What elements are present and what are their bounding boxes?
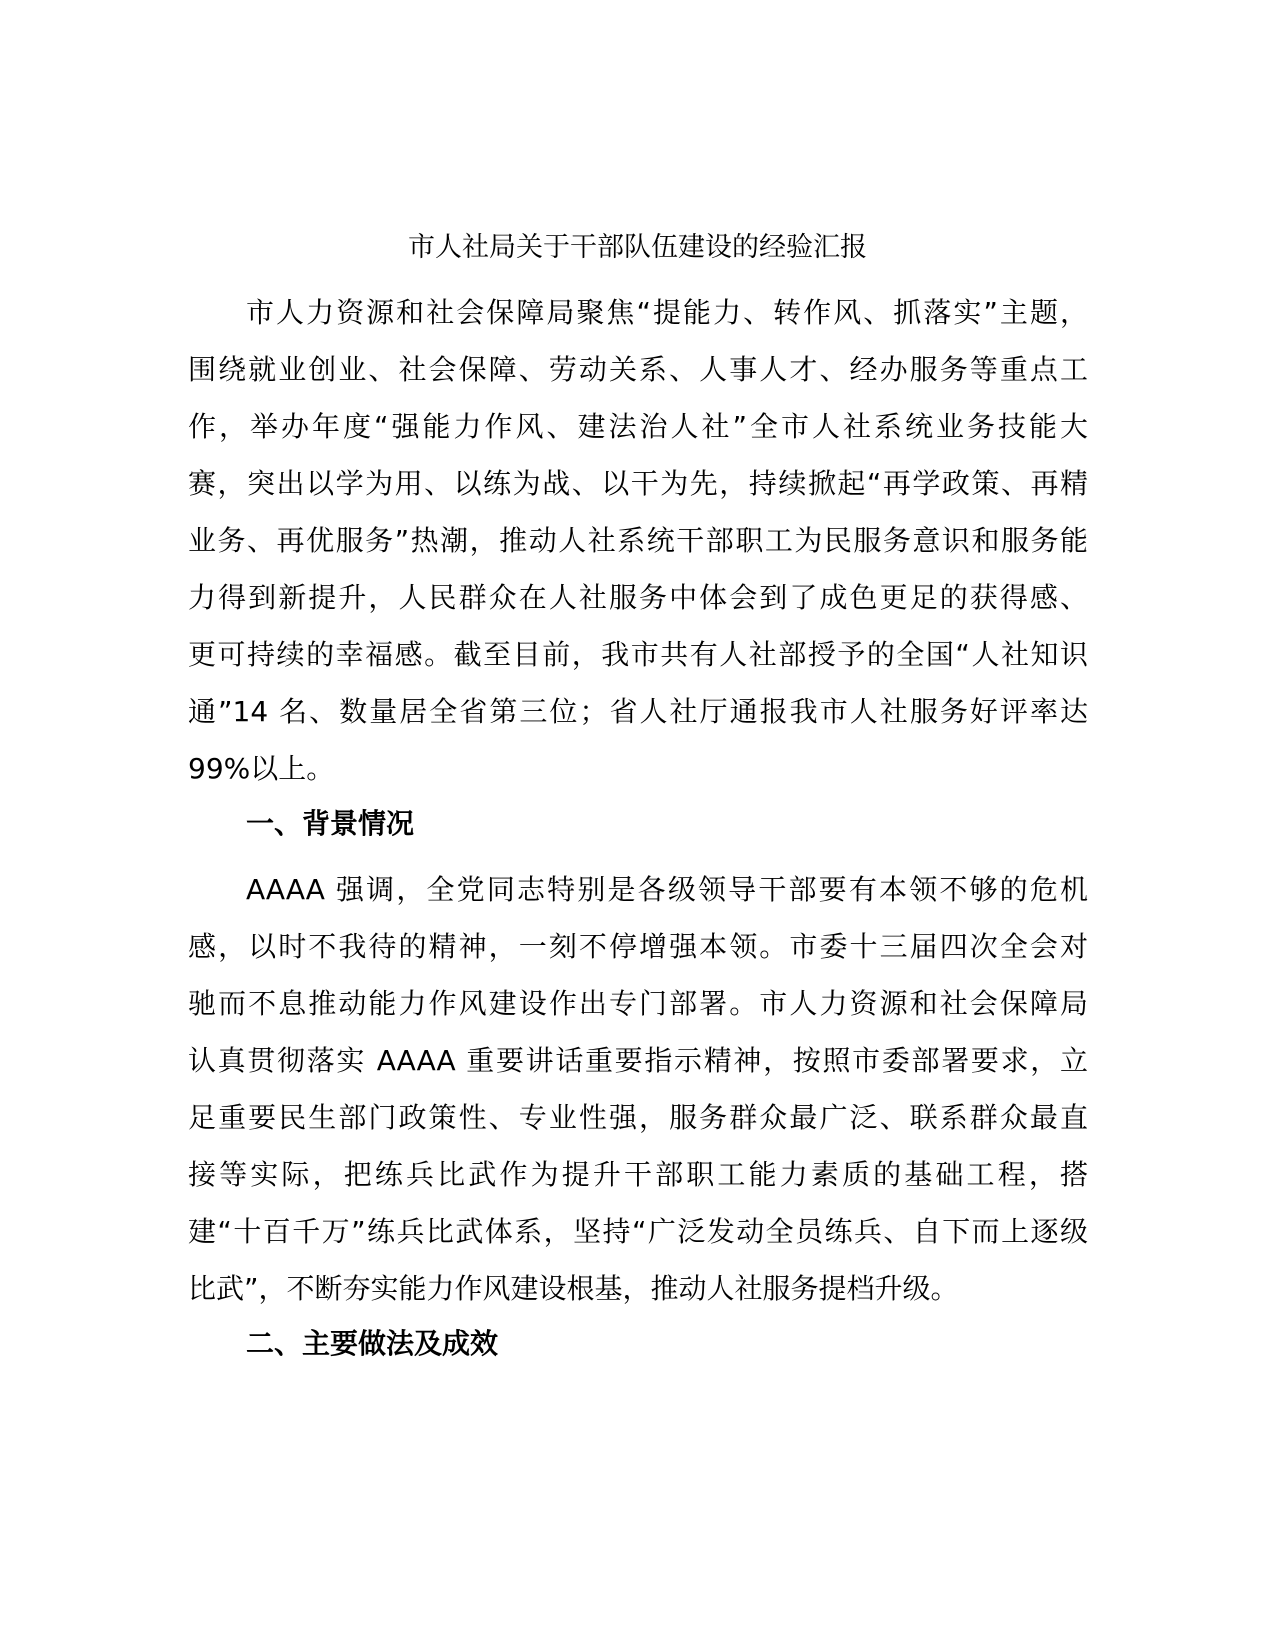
paragraph-line: 市人力资源和社会保障局聚焦“提能力、转作风、抓落实”主题， xyxy=(246,296,1088,329)
paragraph-line: 赛，突出以学为用、以练为战、以干为先，持续掀起“再学政策、再精 xyxy=(188,467,1088,500)
paragraph-line: 比武”，不断夯实能力作风建设根基，推动人社服务提档升级。 xyxy=(188,1272,959,1305)
section-heading-practices: 二、主要做法及成效 xyxy=(246,1327,499,1360)
paragraph-line: 接等实际，把练兵比武作为提升干部职工能力素质的基础工程，搭 xyxy=(188,1158,1088,1191)
paragraph-line: 业务、再优服务”热潮，推动人社系统干部职工为民服务意识和服务能 xyxy=(188,524,1088,557)
section-heading-background: 一、背景情况 xyxy=(246,807,415,840)
paragraph-line: 力得到新提升，人民群众在人社服务中体会到了成色更足的获得感、 xyxy=(188,581,1088,614)
paragraph-line: 足重要民生部门政策性、专业性强，服务群众最广泛、联系群众最直 xyxy=(188,1101,1088,1134)
paragraph-line: 驰而不息推动能力作风建设作出专门部署。市人力资源和社会保障局 xyxy=(188,987,1088,1020)
paragraph-line: 作，举办年度“强能力作风、建法治人社”全市人社系统业务技能大 xyxy=(188,410,1088,443)
background-paragraph xyxy=(188,861,1088,1317)
paragraph-line: 感，以时不我待的精神，一刻不停增强本领。市委十三届四次全会对 xyxy=(188,930,1088,963)
paragraph-line: 建“十百千万”练兵比武体系，坚持“广泛发动全员练兵、自下而上逐级 xyxy=(188,1215,1088,1248)
paragraph-line: 更可持续的幸福感。截至目前，我市共有人社部授予的全国“人社知识 xyxy=(188,638,1088,671)
paragraph-line: 通”14 名、数量居全省第三位；省人社厅通报我市人社服务好评率达 xyxy=(188,695,1088,728)
paragraph-line: 围绕就业创业、社会保障、劳动关系、人事人才、经办服务等重点工 xyxy=(188,353,1088,386)
document-title: 市人社局关于干部队伍建设的经验汇报 xyxy=(408,232,867,263)
intro-paragraph xyxy=(188,284,1088,797)
paragraph-line: AAAA 强调，全党同志特别是各级领导干部要有本领不够的危机 xyxy=(246,873,1088,906)
paragraph-line: 99%以上。 xyxy=(188,752,335,785)
paragraph-line: 认真贯彻落实 AAAA 重要讲话重要指示精神，按照市委部署要求，立 xyxy=(188,1044,1088,1077)
